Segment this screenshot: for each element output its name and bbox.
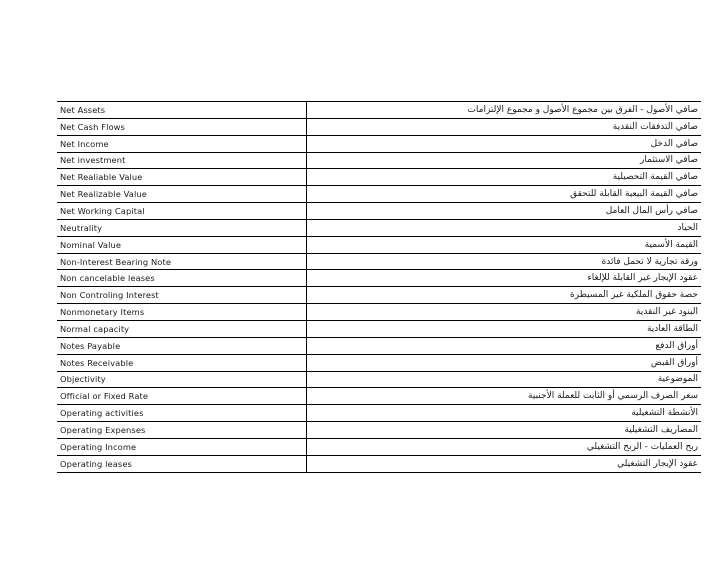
arabic-translation: ورقة تجارية لا تحمل فائدة [307, 253, 702, 270]
english-term: Operating leases [57, 455, 307, 472]
table-row [57, 354, 701, 371]
arabic-translation: صافي التدفقات النقدية [307, 118, 702, 135]
table-row [57, 135, 701, 152]
table-row [57, 455, 701, 472]
arabic-translation: عقود الإيجار التشغيلي [307, 455, 702, 472]
arabic-translation: الموضوعية [307, 371, 702, 388]
table-row [57, 219, 701, 236]
english-term: Operating Expenses [57, 422, 307, 439]
arabic-translation: صافي رأس المال العامل [307, 203, 702, 220]
arabic-translation: ربح العمليات - الربح التشغيلي [307, 438, 702, 455]
table-row [57, 287, 701, 304]
english-term: Net Assets [57, 102, 307, 119]
table-row [57, 270, 701, 287]
arabic-translation: المصاريف التشغيلية [307, 422, 702, 439]
table-row [57, 169, 701, 186]
english-term: Nonmonetary Items [57, 304, 307, 321]
arabic-translation: عقود الإيجار غير القابلة للإلغاء [307, 270, 702, 287]
english-term: Neutrality [57, 219, 307, 236]
arabic-translation: الحياد [307, 219, 702, 236]
arabic-translation: صافي القيمة البيعية القابلة للتحقق [307, 186, 702, 203]
table-row [57, 422, 701, 439]
english-term: Net Realizable Value [57, 186, 307, 203]
table-row [57, 304, 701, 321]
english-term: Objectivity [57, 371, 307, 388]
english-term: Net Working Capital [57, 203, 307, 220]
english-term: Net investment [57, 152, 307, 169]
table-row [57, 118, 701, 135]
english-term: Operating Income [57, 438, 307, 455]
table-row [57, 337, 701, 354]
glossary-body [57, 102, 701, 473]
arabic-translation: حصة حقوق الملكية غير المسيطرة [307, 287, 702, 304]
english-term: Non cancelable leases [57, 270, 307, 287]
english-term: Nominal Value [57, 236, 307, 253]
arabic-translation: صافي الدخل [307, 135, 702, 152]
glossary-table [57, 101, 701, 473]
table-row [57, 203, 701, 220]
english-term: Net Income [57, 135, 307, 152]
arabic-translation: القيمة الأسمية [307, 236, 702, 253]
english-term: Net Cash Flows [57, 118, 307, 135]
arabic-translation: صافي الاستثمار [307, 152, 702, 169]
english-term: Notes Receivable [57, 354, 307, 371]
table-row [57, 152, 701, 169]
arabic-translation: أوراق القبض [307, 354, 702, 371]
arabic-translation: سعر الصرف الرسمي أو الثابت للعملة الأجنبية [307, 388, 702, 405]
english-term: Notes Payable [57, 337, 307, 354]
table-row [57, 371, 701, 388]
english-term: Non Controling Interest [57, 287, 307, 304]
table-row [57, 320, 701, 337]
table-row [57, 388, 701, 405]
arabic-translation: الطاقة العادية [307, 320, 702, 337]
english-term: Non-Interest Bearing Note [57, 253, 307, 270]
arabic-translation: صافي الأصول - الفرق بين مجموع الأصول و مجموع الإلتزامات [307, 102, 702, 119]
table-row [57, 186, 701, 203]
arabic-translation: البنود غير النقدية [307, 304, 702, 321]
english-term: Operating activities [57, 405, 307, 422]
english-term: Official or Fixed Rate [57, 388, 307, 405]
table-row [57, 405, 701, 422]
arabic-translation: أوراق الدفع [307, 337, 702, 354]
table-row [57, 438, 701, 455]
english-term: Net Realiable Value [57, 169, 307, 186]
table-row [57, 102, 701, 119]
arabic-translation: الأنشطة التشغيلية [307, 405, 702, 422]
table-row [57, 236, 701, 253]
english-term: Normal capacity [57, 320, 307, 337]
table-row [57, 253, 701, 270]
arabic-translation: صافي القيمة التحصيلية [307, 169, 702, 186]
